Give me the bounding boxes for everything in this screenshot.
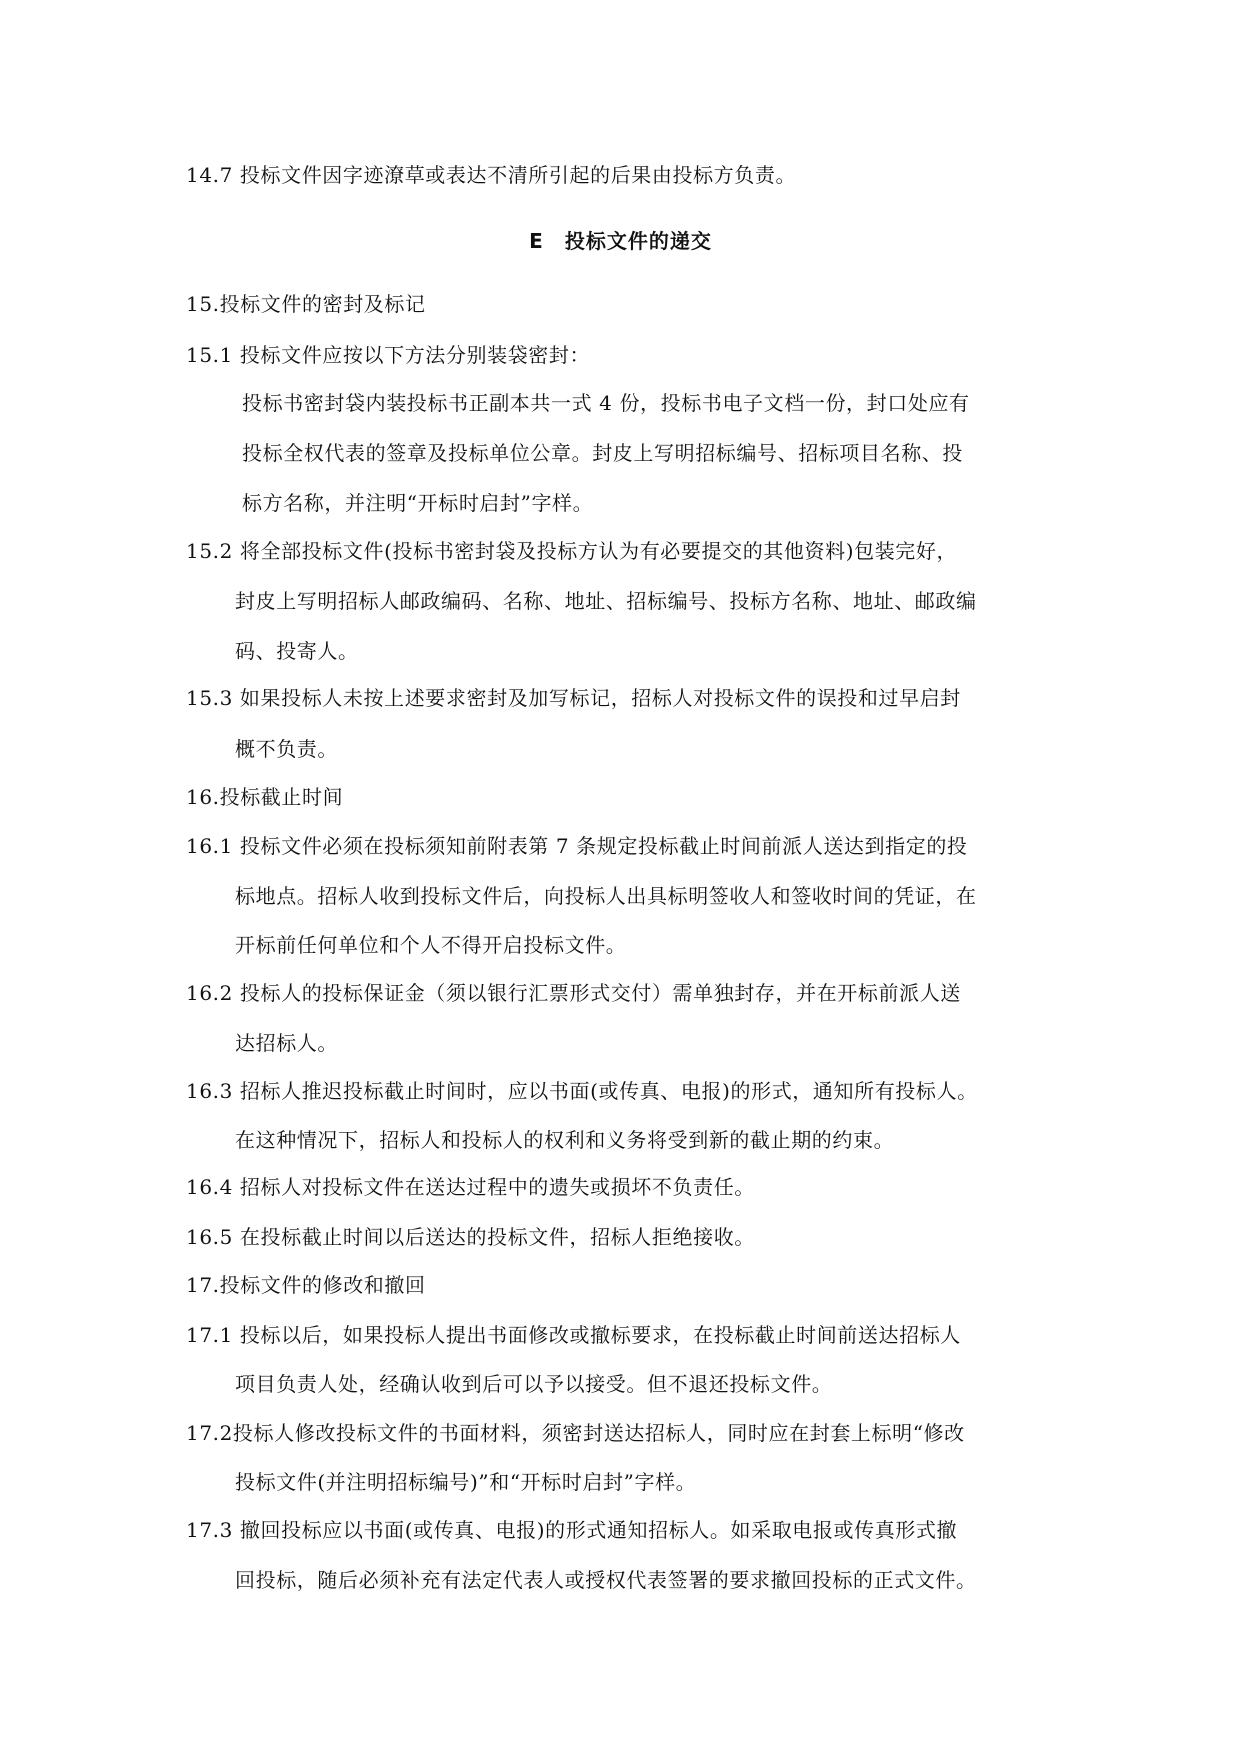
clause-15-1-body-2: 投标全权代表的签章及投标单位公章。封皮上写明招标编号、招标项目名称、投 (242, 441, 963, 465)
section-heading-e: E 投标文件的递交 (529, 229, 712, 253)
clause-16-1-cont-2: 开标前任何单位和个人不得开启投标文件。 (235, 933, 627, 957)
clause-16-1-cont-1: 标地点。招标人收到投标文件后，向投标人出具标明签收人和签收时间的凭证，在 (235, 884, 977, 908)
clause-17-3: 17.3 撤回投标应以书面(或传真、电报)的形式通知招标人。如采取电报或传真形式撤 (186, 1518, 958, 1542)
clause-17-1-cont: 项目负责人处，经确认收到后可以予以接受。但不退还投标文件。 (235, 1372, 833, 1396)
clause-15-2-cont-1: 封皮上写明招标人邮政编码、名称、地址、招标编号、投标方名称、地址、邮政编 (235, 589, 977, 613)
clause-15-title: 15.投标文件的密封及标记 (186, 292, 426, 316)
clause-15-2: 15.2 将全部投标文件(投标书密封袋及投标方认为有必要提交的其他资料)包装完好， (186, 539, 958, 563)
clause-15-1-body-1: 投标书密封袋内装投标书正副本共一式 4 份，投标书电子文档一份，封口处应有 (242, 391, 970, 415)
clause-16-3: 16.3 招标人推迟投标截止时间时，应以书面(或传真、电报)的形式，通知所有投标人。 (186, 1079, 978, 1103)
clause-17-2-cont: 投标文件(并注明招标编号)”和“开标时启封”字样。 (235, 1470, 697, 1494)
clause-17-title: 17.投标文件的修改和撤回 (186, 1273, 426, 1297)
clause-17-3-cont: 回投标，随后必须补充有法定代表人或授权代表签署的要求撤回投标的正式文件。 (235, 1568, 977, 1592)
clause-16-1: 16.1 投标文件必须在投标须知前附表第 7 条规定投标截止时间前派人送达到指定的投 (186, 834, 968, 858)
clause-16-title: 16.投标截止时间 (186, 785, 344, 809)
clause-15-1: 15.1 投标文件应按以下方法分别装袋密封： (186, 343, 591, 367)
clause-16-3-cont: 在这种情况下，招标人和投标人的权利和义务将受到新的截止期的约束。 (235, 1128, 895, 1152)
clause-16-2-cont: 达招标人。 (235, 1031, 338, 1055)
clause-16-2: 16.2 投标人的投标保证金（须以银行汇票形式交付）需单独封存，并在开标前派人送 (186, 981, 961, 1005)
clause-15-1-body-3: 标方名称，并注明“开标时启封”字样。 (242, 491, 594, 515)
clause-17-2: 17.2投标人修改投标文件的书面材料，须密封送达招标人，同时应在封套上标明“修改 (186, 1421, 965, 1445)
clause-17-1: 17.1 投标以后，如果投标人提出书面修改或撤标要求，在投标截止时间前送达招标人 (186, 1323, 961, 1347)
clause-16-4: 16.4 招标人对投标文件在送达过程中的遗失或损坏不负责任。 (186, 1175, 755, 1199)
clause-14-7: 14.7 投标文件因字迹潦草或表达不清所引起的后果由投标方负责。 (186, 163, 797, 187)
clause-15-3-cont: 概不负责。 (235, 737, 338, 761)
clause-15-3: 15.3 如果投标人未按上述要求密封及加写标记，招标人对投标文件的误投和过早启封 (186, 686, 961, 710)
clause-15-2-cont-2: 码、投寄人。 (235, 639, 359, 663)
clause-16-5: 16.5 在投标截止时间以后送达的投标文件，招标人拒绝接收。 (186, 1225, 755, 1249)
